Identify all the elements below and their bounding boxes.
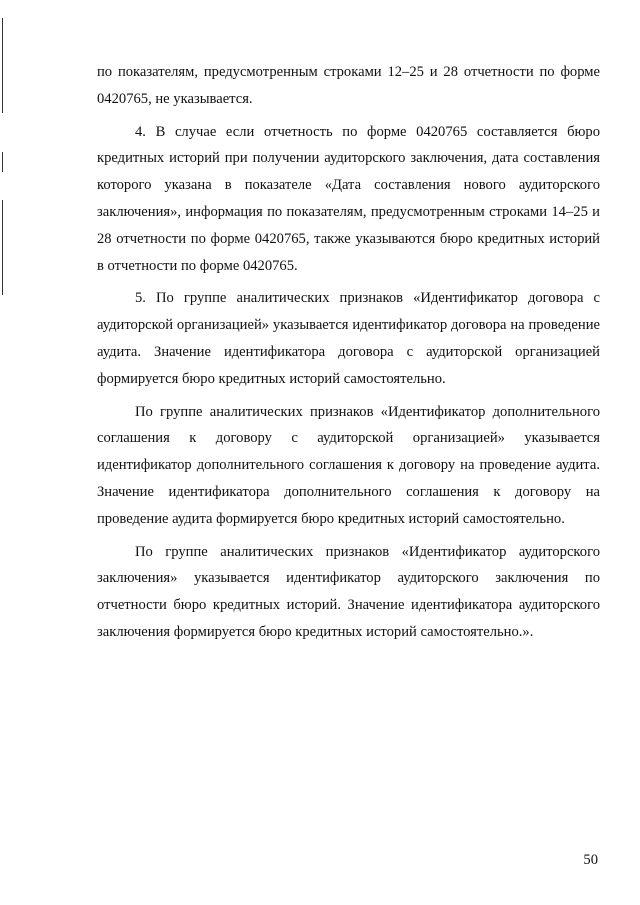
scan-edge-mark bbox=[2, 200, 3, 295]
paragraph-supplementary-agreement: По группе аналитических признаков «Идентификатор дополнительного соглашения к договору с аудиторской организацией» указывается идентификатор дополнительного соглашения к договору на проведение аудита. Значение идентификатора дополнительного соглашения к договору на проведение аудита формируется бюро кредитных историй самостоятельно. bbox=[97, 403, 600, 527]
paragraph-audit-conclusion: По группе аналитических признаков «Идентификатор аудиторского заключения» указывается идентификатор аудиторского заключения по отчетности бюро кредитных историй. Значение идентификатора аудиторского заключения формируется бюро кредитных историй самостоятельно.». bbox=[97, 543, 600, 640]
scan-edge-mark bbox=[2, 152, 3, 172]
document-body bbox=[97, 59, 600, 652]
scan-edge-mark bbox=[2, 18, 3, 113]
page-number: 50 bbox=[583, 852, 598, 868]
paragraph-continuation: по показателям, предусмотренным строками 12–25 и 28 отчетности по форме 0420765, не указывается. bbox=[97, 64, 600, 107]
paragraph-item-4: 4. В случае если отчетность по форме 0420765 составляется бюро кредитных историй при получении аудиторского заключения, дата составления которого указана в показателе «Дата составления нового аудиторского заключения», информация по показателям, предусмотренным строками 14–25 и 28 отчетности по форме 0420765, также указываются бюро кредитных историй в отчетности по форме 0420765. bbox=[97, 123, 600, 274]
paragraph-item-5: 5. По группе аналитических признаков «Идентификатор договора с аудиторской организацией» указывается идентификатор договора на проведение аудита. Значение идентификатора договора с аудиторской организацией формируется бюро кредитных историй самостоятельно. bbox=[97, 290, 600, 387]
